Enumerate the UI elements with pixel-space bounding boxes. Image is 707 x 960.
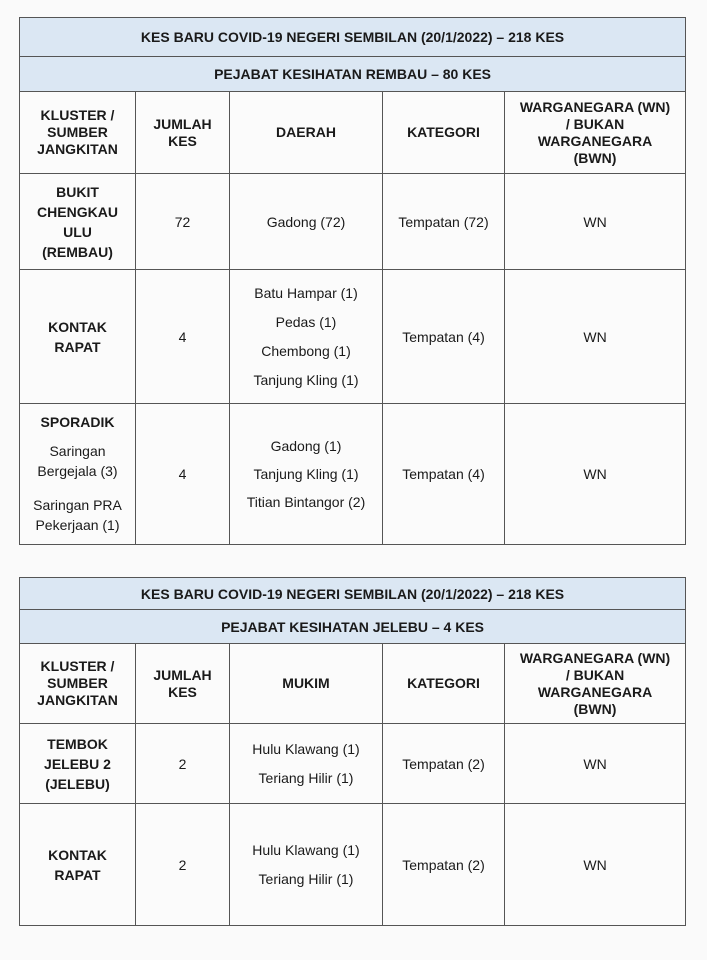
table-title-row — [20, 18, 686, 57]
wn-cell: WN — [505, 270, 686, 404]
table-title-row — [20, 578, 686, 610]
office-row — [20, 57, 686, 92]
header-jumlah: JUMLAH KES — [136, 644, 230, 724]
table-title: KES BARU COVID-19 NEGERI SEMBILAN (20/1/2022) – 218 KES — [20, 578, 686, 610]
kluster-cell: KONTAK RAPAT — [20, 270, 136, 404]
header-kluster: KLUSTER / SUMBER JANGKITAN — [20, 92, 136, 174]
wn-cell: WN — [505, 804, 686, 926]
office-row — [20, 610, 686, 644]
table-row — [20, 404, 686, 545]
table-title: KES BARU COVID-19 NEGERI SEMBILAN (20/1/2022) – 218 KES — [20, 18, 686, 57]
table-row — [20, 270, 686, 404]
table-row — [20, 724, 686, 804]
jumlah-cell: 2 — [136, 724, 230, 804]
kategori-cell: Tempatan (2) — [383, 724, 505, 804]
header-daerah: DAERAH — [230, 92, 383, 174]
jumlah-cell: 72 — [136, 174, 230, 270]
header-warganegara: WARGANEGARA (WN) / BUKAN WARGANEGARA (BWN) — [505, 644, 686, 724]
daerah-cell: Gadong (72) — [230, 174, 383, 270]
kategori-cell: Tempatan (2) — [383, 804, 505, 926]
jumlah-cell: 4 — [136, 270, 230, 404]
table-row — [20, 804, 686, 926]
kluster-cell — [20, 404, 136, 545]
jumlah-cell: 4 — [136, 404, 230, 545]
daerah-cell: Batu Hampar (1) Pedas (1) Chembong (1) Tanjung Kling (1) — [230, 270, 383, 404]
kategori-cell: Tempatan (4) — [383, 270, 505, 404]
header-mukim: MUKIM — [230, 644, 383, 724]
wn-cell: WN — [505, 404, 686, 545]
jelebu-case-table — [19, 577, 686, 926]
sporadik-subitem: Saringan Bergejala (3) — [37, 443, 118, 479]
kategori-cell: Tempatan (4) — [383, 404, 505, 545]
mukim-cell: Hulu Klawang (1) Teriang Hilir (1) — [230, 804, 383, 926]
kluster-cell: KONTAK RAPAT — [20, 804, 136, 926]
table-row — [20, 174, 686, 270]
header-warganegara: WARGANEGARA (WN) / BUKAN WARGANEGARA (BWN) — [505, 92, 686, 174]
header-jumlah: JUMLAH KES — [136, 92, 230, 174]
wn-cell: WN — [505, 174, 686, 270]
sporadik-subitem: Saringan PRA Pekerjaan (1) — [33, 497, 122, 533]
kategori-cell: Tempatan (72) — [383, 174, 505, 270]
wn-cell: WN — [505, 724, 686, 804]
office-title: PEJABAT KESIHATAN REMBAU – 80 KES — [20, 57, 686, 92]
office-title: PEJABAT KESIHATAN JELEBU – 4 KES — [20, 610, 686, 644]
jumlah-cell: 2 — [136, 804, 230, 926]
column-header-row — [20, 92, 686, 174]
sporadik-title: SPORADIK — [40, 414, 115, 430]
column-header-row — [20, 644, 686, 724]
kluster-cell: TEMBOK JELEBU 2 (JELEBU) — [20, 724, 136, 804]
header-kategori: KATEGORI — [383, 92, 505, 174]
daerah-cell: Gadong (1) Tanjung Kling (1) Titian Bintangor (2) — [230, 404, 383, 545]
header-kluster: KLUSTER / SUMBER JANGKITAN — [20, 644, 136, 724]
header-kategori: KATEGORI — [383, 644, 505, 724]
mukim-cell: Hulu Klawang (1) Teriang Hilir (1) — [230, 724, 383, 804]
kluster-cell: BUKIT CHENGKAU ULU (REMBAU) — [20, 174, 136, 270]
rembau-case-table — [19, 17, 686, 545]
